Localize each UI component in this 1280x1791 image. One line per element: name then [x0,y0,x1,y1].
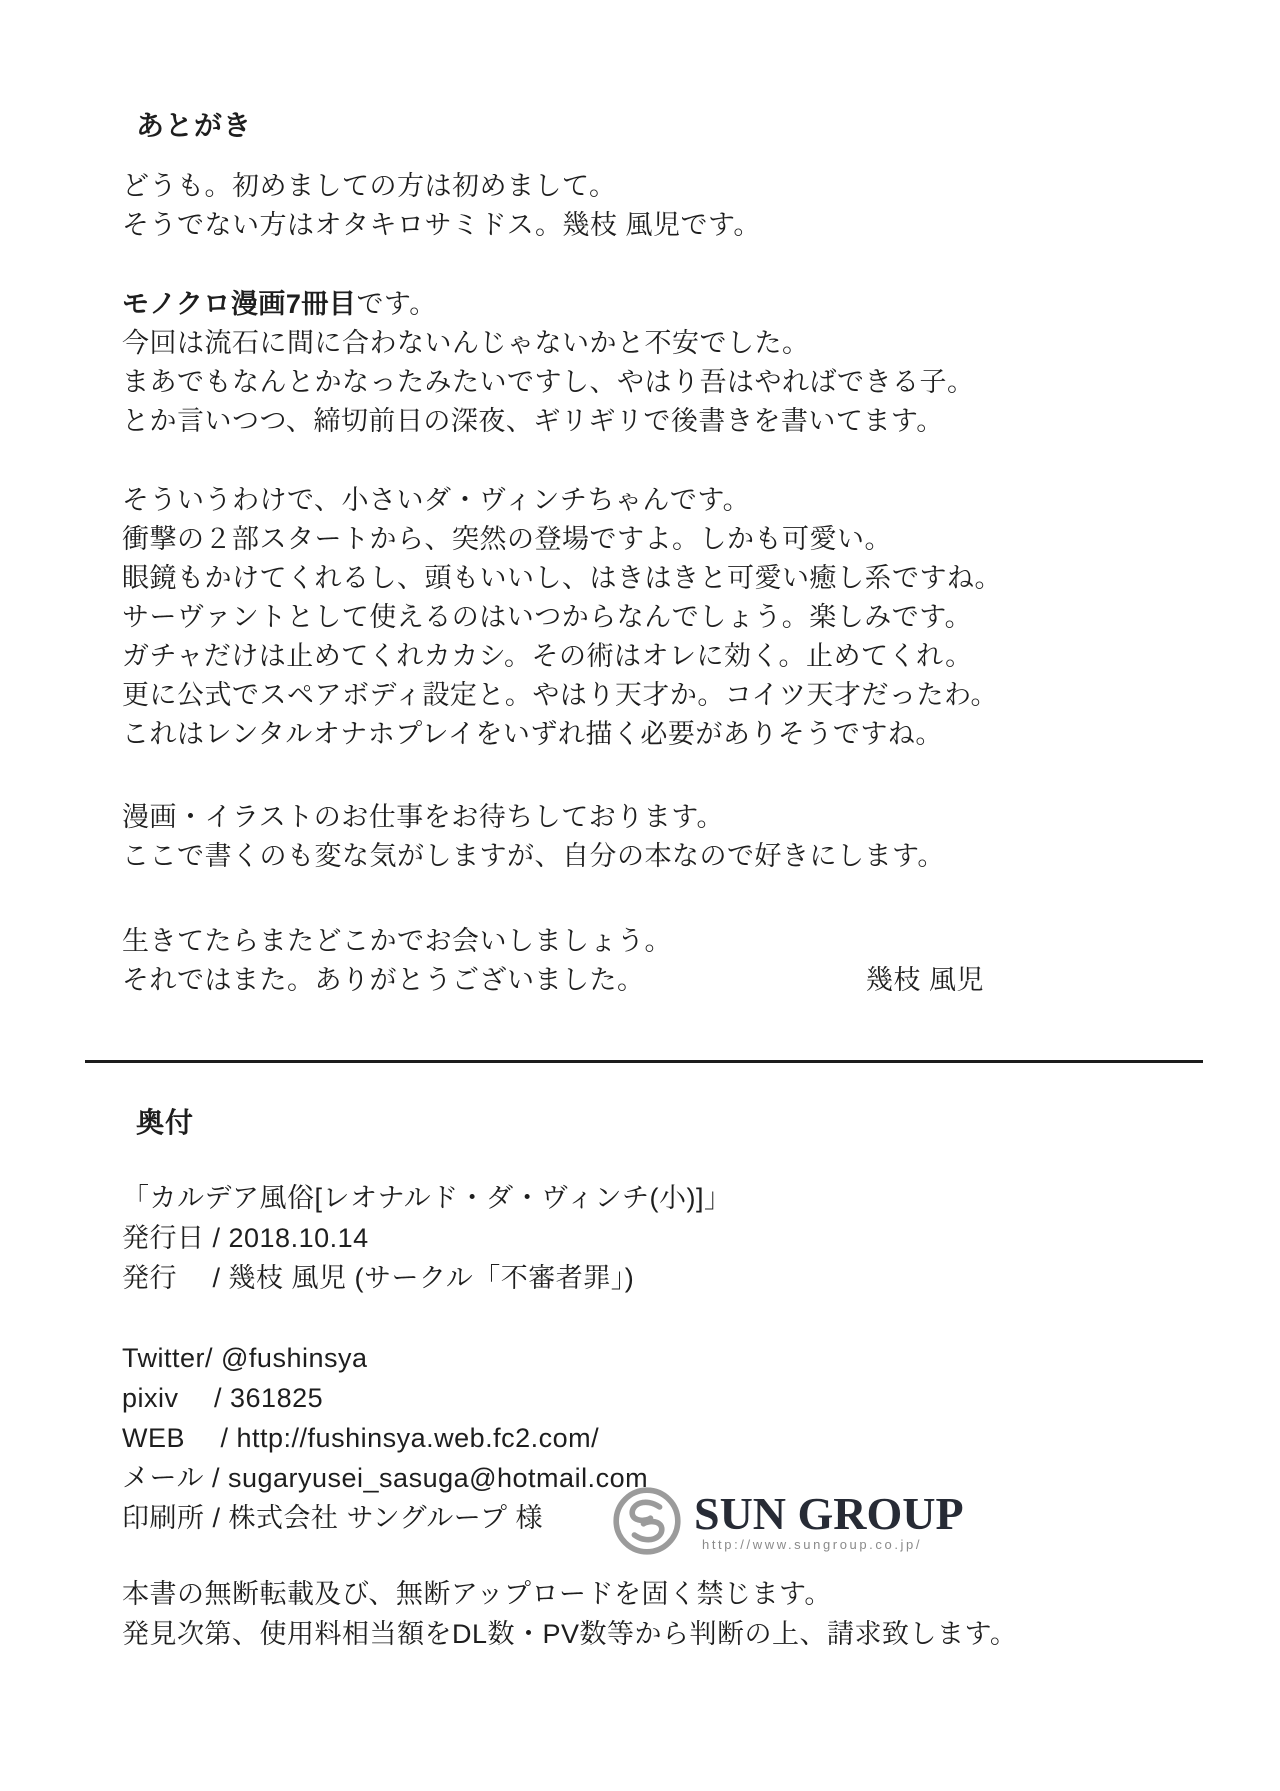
text-line: どうも。初めましての方は初めまして。 [122,171,617,201]
closing-line [122,961,984,1000]
afterword-paragraph-1 [122,167,1280,245]
email-address: メール / sugaryusei_sasuga@hotmail.com [122,1463,649,1493]
text-line: 今回は流石に間に合わないんじゃないかと不安でした。 [122,328,810,358]
publication-date: 発行日 / 2018.10.14 [122,1223,369,1253]
text-run: です。 [356,289,437,319]
afterword-paragraph-3 [122,481,1280,754]
colophon-section [0,1103,1280,1654]
sungroup-circle-s-icon [612,1486,682,1556]
colophon-publication-block [122,1178,1280,1298]
sungroup-logo [612,1486,964,1556]
text-line: そういうわけで、小さいダ・ヴィンチちゃんです。 [122,485,751,515]
sungroup-url: http://www.sungroup.co.jp/ [702,1537,923,1552]
publisher: 発行 / 幾枝 風児 (サークル「不審者罪」) [122,1263,635,1293]
section-divider [85,1060,1203,1063]
printer-credit: 印刷所 / 株式会社 サングループ 様 [122,1503,543,1533]
afterword-paragraph-5 [122,922,1280,1000]
text-line: 漫画・イラストのお仕事をお待ちしております。 [122,802,725,832]
text-line: サーヴァントとして使えるのはいつからなんでしょう。楽しみです。 [122,602,973,632]
text-line: まあでもなんとかなったみたいですし、やはり吾はやればできる子。 [122,367,975,397]
text-line: そうでない方はオタキロサミドス。幾枝 風児です。 [122,210,761,240]
text-line: それではまた。ありがとうございました。 [122,965,645,995]
colophon-heading: 奥付 [136,1107,195,1138]
text-line: とか言いつつ、締切前日の深夜、ギリギリで後書きを書いてます。 [122,406,944,436]
text-line: 更に公式でスペアボディ設定と。やはり天才か。コイツ天才だったわ。 [122,680,998,710]
text-line: 生きてたらまたどこかでお会いしましょう。 [122,926,672,956]
afterword-paragraph-2 [122,285,1280,441]
bold-run: モノクロ漫画7冊目 [122,289,357,319]
text-line [122,285,1280,324]
book-title: 「カルデア風俗[レオナルド・ダ・ヴィンチ(小)]」 [122,1183,732,1213]
copyright-notice: 本書の無断転載及び、無断アップロードを固く禁じます。 [122,1579,832,1609]
colophon-notice-block [122,1574,1280,1654]
twitter-handle: Twitter/ @fushinsya [122,1343,368,1373]
text-line: これはレンタルオナホプレイをいずれ描く必要がありそうですね。 [122,719,943,749]
text-line: 眼鏡もかけてくれるし、頭もいいし、はきはきと可愛い癒し系ですね。 [122,563,1002,593]
text-line: ガチャだけは止めてくれカカシ。その術はオレに効く。止めてくれ。 [122,641,973,671]
pixiv-id: pixiv / 361825 [122,1383,324,1413]
sungroup-text-block [694,1486,964,1552]
text-line: ここで書くのも変な気がしますが、自分の本なので好きにします。 [122,841,945,871]
afterword-heading: あとがき [136,110,253,141]
afterword-paragraph-4 [122,798,1280,876]
sungroup-wordmark: SUN GROUP [694,1488,964,1539]
website-url: WEB / http://fushinsya.web.fc2.com/ [122,1423,600,1453]
copyright-notice: 発見次第、使用料相当額をDL数・PV数等から判断の上、請求致します。 [122,1619,1018,1649]
author-signature: 幾枝 風児 [865,965,984,995]
text-line: 衝撃の２部スタートから、突然の登場ですよ。しかも可愛い。 [122,524,892,554]
